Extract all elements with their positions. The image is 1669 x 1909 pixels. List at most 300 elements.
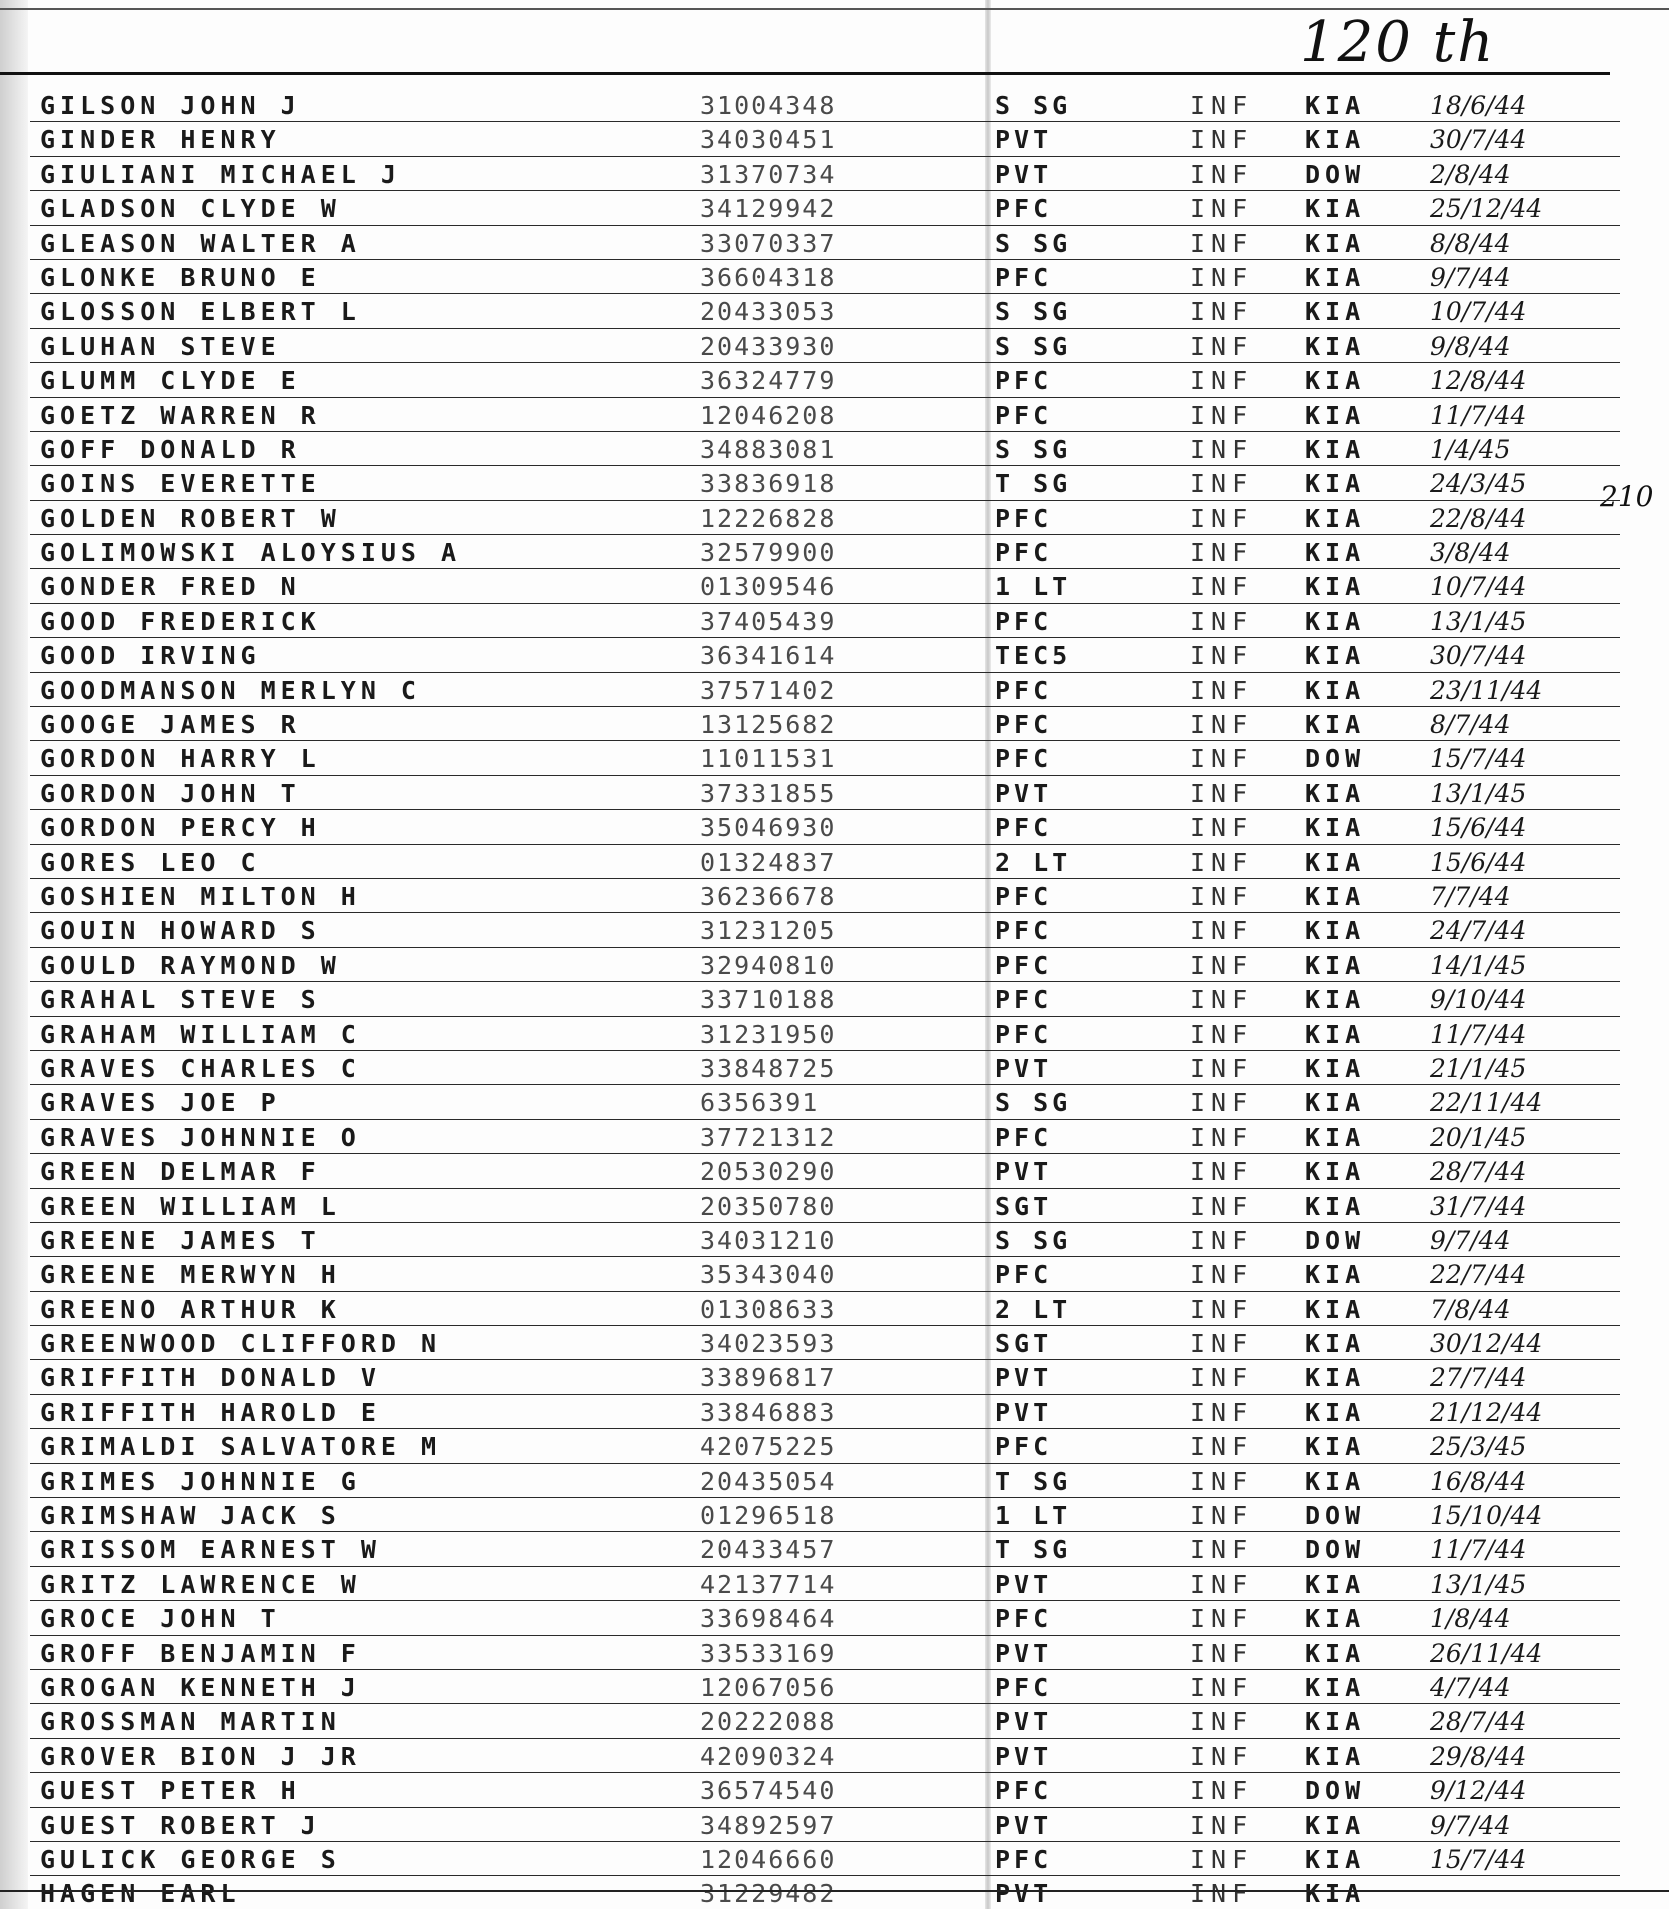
rank: PFC — [995, 1122, 1053, 1152]
record-row — [30, 1739, 1620, 1773]
soldier-name: GREENE JAMES T — [40, 1225, 321, 1255]
casualty-status: KIA — [1305, 538, 1366, 568]
serial-number: 20350780 — [700, 1191, 837, 1221]
branch: INF — [1190, 813, 1254, 843]
serial-number: 31004348 — [700, 91, 837, 120]
branch: INF — [1190, 1122, 1254, 1152]
record-row — [30, 1085, 1620, 1119]
record-row — [30, 226, 1620, 260]
serial-number: 12046660 — [700, 1844, 837, 1874]
casualty-status: KIA — [1305, 434, 1366, 464]
soldier-name: GRIFFITH HAROLD E — [40, 1397, 381, 1427]
serial-number: 33698464 — [700, 1604, 837, 1634]
branch: INF — [1190, 778, 1254, 808]
casualty-status: DOW — [1305, 159, 1366, 189]
soldier-name: GILSON JOHN J — [40, 91, 301, 120]
soldier-name: GLUMM CLYDE E — [40, 366, 301, 396]
casualty-status: KIA — [1305, 503, 1366, 533]
serial-number: 31231205 — [700, 916, 837, 946]
branch: INF — [1190, 572, 1254, 602]
rank: PFC — [995, 1260, 1053, 1290]
branch: INF — [1190, 262, 1254, 292]
serial-number: 35343040 — [700, 1260, 837, 1290]
soldier-name: GREENE MERWYN H — [40, 1260, 341, 1290]
serial-number: 36236678 — [700, 881, 837, 911]
margin-note: 210 — [1600, 480, 1654, 513]
handwritten-date: 21/1/45 — [1430, 1053, 1527, 1083]
soldier-name: GRAHAL STEVE S — [40, 985, 321, 1015]
soldier-name: GREENO ARTHUR K — [40, 1294, 341, 1324]
rank: TEC5 — [995, 641, 1072, 671]
soldier-name: GLEASON WALTER A — [40, 228, 361, 258]
record-row — [30, 1017, 1620, 1051]
soldier-name: GRIMES JOHNNIE G — [40, 1466, 361, 1496]
casualty-status: KIA — [1305, 847, 1366, 877]
rank: S SG — [995, 1088, 1072, 1118]
soldier-name: GULICK GEORGE S — [40, 1844, 341, 1874]
branch: INF — [1190, 1088, 1254, 1118]
record-row — [30, 88, 1620, 122]
bottom-rule — [0, 1890, 1669, 1892]
record-row — [30, 982, 1620, 1016]
branch: INF — [1190, 1604, 1254, 1634]
rank: S SG — [995, 331, 1072, 361]
rank: PFC — [995, 813, 1053, 843]
casualty-status: KIA — [1305, 1604, 1366, 1634]
rank: S SG — [995, 297, 1072, 327]
soldier-name: GUEST ROBERT J — [40, 1810, 321, 1840]
branch: INF — [1190, 985, 1254, 1015]
serial-number: 36604318 — [700, 262, 837, 292]
record-row — [30, 638, 1620, 672]
soldier-name: GOODMANSON MERLYN C — [40, 675, 421, 705]
branch: INF — [1190, 1397, 1254, 1427]
handwritten-date: 1/4/45 — [1430, 434, 1511, 464]
branch: INF — [1190, 1432, 1254, 1462]
casualty-status: KIA — [1305, 1397, 1366, 1427]
rank: PVT — [995, 1707, 1053, 1737]
rank: PFC — [995, 1019, 1053, 1049]
record-row — [30, 1670, 1620, 1704]
rank: PFC — [995, 400, 1053, 430]
serial-number: 11011531 — [700, 744, 837, 774]
record-row — [30, 466, 1620, 500]
record-row — [30, 501, 1620, 535]
handwritten-date: 25/3/45 — [1430, 1432, 1527, 1462]
record-row — [30, 432, 1620, 466]
casualty-status: KIA — [1305, 1053, 1366, 1083]
rank: PVT — [995, 1157, 1053, 1187]
serial-number: 6356391 — [700, 1088, 820, 1118]
handwritten-date: 15/7/44 — [1430, 744, 1527, 774]
record-row — [30, 810, 1620, 844]
casualty-status: KIA — [1305, 262, 1366, 292]
handwritten-date: 1/8/44 — [1430, 1604, 1511, 1634]
casualty-status: KIA — [1305, 1879, 1366, 1909]
rank: PFC — [995, 710, 1053, 740]
handwritten-date: 2/8/44 — [1430, 159, 1511, 189]
record-row — [30, 535, 1620, 569]
rank: 2 LT — [995, 847, 1072, 877]
soldier-name: GRAVES CHARLES C — [40, 1053, 361, 1083]
serial-number: 37405439 — [700, 606, 837, 636]
soldier-name: GRAVES JOE P — [40, 1088, 281, 1118]
rank: 1 LT — [995, 1501, 1072, 1531]
handwritten-date: 15/10/44 — [1430, 1501, 1543, 1531]
serial-number: 34031210 — [700, 1225, 837, 1255]
handwritten-date: 8/8/44 — [1430, 228, 1511, 258]
rank: PVT — [995, 1741, 1053, 1771]
handwritten-date: 26/11/44 — [1430, 1638, 1543, 1668]
casualty-status: KIA — [1305, 950, 1366, 980]
casualty-status: KIA — [1305, 1569, 1366, 1599]
record-row — [30, 1395, 1620, 1429]
casualty-status: DOW — [1305, 1225, 1366, 1255]
soldier-name: GREEN WILLIAM L — [40, 1191, 341, 1221]
casualty-list — [30, 88, 1620, 1909]
record-row — [30, 741, 1620, 775]
handwritten-date: 11/7/44 — [1430, 400, 1527, 430]
casualty-status: KIA — [1305, 1810, 1366, 1840]
rank: PFC — [995, 916, 1053, 946]
casualty-status: KIA — [1305, 675, 1366, 705]
branch: INF — [1190, 297, 1254, 327]
casualty-status: KIA — [1305, 916, 1366, 946]
rank: PVT — [995, 1053, 1053, 1083]
branch: INF — [1190, 228, 1254, 258]
branch: INF — [1190, 1501, 1254, 1531]
rank: PFC — [995, 262, 1053, 292]
casualty-status: KIA — [1305, 1191, 1366, 1221]
casualty-status: KIA — [1305, 1363, 1366, 1393]
rank: 1 LT — [995, 572, 1072, 602]
casualty-status: KIA — [1305, 125, 1366, 155]
casualty-status: KIA — [1305, 881, 1366, 911]
handwritten-date: 15/7/44 — [1430, 1844, 1527, 1874]
serial-number: 31370734 — [700, 159, 837, 189]
serial-number: 32940810 — [700, 950, 837, 980]
serial-number: 37331855 — [700, 778, 837, 808]
branch: INF — [1190, 503, 1254, 533]
serial-number: 01324837 — [700, 847, 837, 877]
rank: T SG — [995, 1466, 1072, 1496]
rank: PFC — [995, 950, 1053, 980]
record-row — [30, 122, 1620, 156]
soldier-name: GROGAN KENNETH J — [40, 1672, 361, 1702]
handwritten-date: 9/8/44 — [1430, 331, 1511, 361]
handwritten-date: 16/8/44 — [1430, 1466, 1527, 1496]
serial-number: 33070337 — [700, 228, 837, 258]
serial-number: 36341614 — [700, 641, 837, 671]
record-row — [30, 1189, 1620, 1223]
handwritten-date: 30/12/44 — [1430, 1329, 1543, 1359]
branch: INF — [1190, 538, 1254, 568]
soldier-name: GREEN DELMAR F — [40, 1157, 321, 1187]
record-row — [30, 1808, 1620, 1842]
record-row — [30, 157, 1620, 191]
soldier-name: GOOD FREDERICK — [40, 606, 321, 636]
soldier-name: GROCE JOHN T — [40, 1604, 281, 1634]
serial-number: 12226828 — [700, 503, 837, 533]
casualty-status: KIA — [1305, 606, 1366, 636]
handwritten-date: 11/7/44 — [1430, 1019, 1527, 1049]
rank: T SG — [995, 1535, 1072, 1565]
record-row — [30, 398, 1620, 432]
handwritten-date: 30/7/44 — [1430, 641, 1527, 671]
soldier-name: GRAVES JOHNNIE O — [40, 1122, 361, 1152]
branch: INF — [1190, 641, 1254, 671]
branch: INF — [1190, 1260, 1254, 1290]
serial-number: 20433930 — [700, 331, 837, 361]
serial-number: 33710188 — [700, 985, 837, 1015]
record-row — [30, 1498, 1620, 1532]
rank: S SG — [995, 91, 1072, 120]
record-row — [30, 260, 1620, 294]
serial-number: 42137714 — [700, 1569, 837, 1599]
handwritten-date: 30/7/44 — [1430, 125, 1527, 155]
record-row — [30, 604, 1620, 638]
casualty-status: KIA — [1305, 813, 1366, 843]
soldier-name: GRIMALDI SALVATORE M — [40, 1432, 442, 1462]
branch: INF — [1190, 125, 1254, 155]
branch: INF — [1190, 434, 1254, 464]
soldier-name: GORDON PERCY H — [40, 813, 321, 843]
record-row — [30, 1876, 1620, 1909]
handwritten-date: 22/11/44 — [1430, 1088, 1543, 1118]
record-row — [30, 1532, 1620, 1566]
branch: INF — [1190, 1810, 1254, 1840]
branch: INF — [1190, 1569, 1254, 1599]
record-row — [30, 191, 1620, 225]
record-row — [30, 1051, 1620, 1085]
soldier-name: GOFF DONALD R — [40, 434, 301, 464]
serial-number: 33896817 — [700, 1363, 837, 1393]
serial-number: 33846883 — [700, 1397, 837, 1427]
casualty-status: KIA — [1305, 91, 1366, 120]
casualty-status: KIA — [1305, 1122, 1366, 1152]
serial-number: 12067056 — [700, 1672, 837, 1702]
soldier-name: GOULD RAYMOND W — [40, 950, 341, 980]
handwritten-date: 8/7/44 — [1430, 710, 1511, 740]
record-row — [30, 1326, 1620, 1360]
handwritten-date: 13/1/45 — [1430, 778, 1527, 808]
soldier-name: GRIMSHAW JACK S — [40, 1501, 341, 1531]
branch: INF — [1190, 1329, 1254, 1359]
branch: INF — [1190, 400, 1254, 430]
soldier-name: HAGEN EARL — [40, 1879, 241, 1909]
handwritten-date: 9/7/44 — [1430, 1225, 1511, 1255]
serial-number: 42075225 — [700, 1432, 837, 1462]
serial-number: 01309546 — [700, 572, 837, 602]
record-row — [30, 1360, 1620, 1394]
handwritten-date: 9/10/44 — [1430, 985, 1527, 1015]
record-row — [30, 1464, 1620, 1498]
record-row — [30, 329, 1620, 363]
handwritten-date: 13/1/45 — [1430, 606, 1527, 636]
serial-number: 12046208 — [700, 400, 837, 430]
serial-number: 33533169 — [700, 1638, 837, 1668]
soldier-name: GLUHAN STEVE — [40, 331, 281, 361]
rank: PVT — [995, 1363, 1053, 1393]
soldier-name: GOOD IRVING — [40, 641, 261, 671]
rank: S SG — [995, 228, 1072, 258]
record-row — [30, 1120, 1620, 1154]
soldier-name: GOLIMOWSKI ALOYSIUS A — [40, 538, 462, 568]
casualty-status: DOW — [1305, 1501, 1366, 1531]
serial-number: 33848725 — [700, 1053, 837, 1083]
record-row — [30, 1429, 1620, 1463]
casualty-status: KIA — [1305, 331, 1366, 361]
branch: INF — [1190, 916, 1254, 946]
branch: INF — [1190, 847, 1254, 877]
branch: INF — [1190, 881, 1254, 911]
handwritten-date: 22/8/44 — [1430, 503, 1527, 533]
serial-number: 34023593 — [700, 1329, 837, 1359]
handwritten-date: 11/7/44 — [1430, 1535, 1527, 1565]
serial-number: 34883081 — [700, 434, 837, 464]
casualty-status: KIA — [1305, 1638, 1366, 1668]
branch: INF — [1190, 91, 1254, 120]
rank: PFC — [995, 985, 1053, 1015]
rank: PFC — [995, 194, 1053, 224]
rank: PVT — [995, 159, 1053, 189]
record-row — [30, 776, 1620, 810]
casualty-status: KIA — [1305, 1707, 1366, 1737]
branch: INF — [1190, 675, 1254, 705]
rank: PVT — [995, 1879, 1053, 1909]
handwritten-date: 24/7/44 — [1430, 916, 1527, 946]
branch: INF — [1190, 1225, 1254, 1255]
casualty-status: KIA — [1305, 985, 1366, 1015]
record-row — [30, 1154, 1620, 1188]
rank: PFC — [995, 538, 1053, 568]
branch: INF — [1190, 159, 1254, 189]
serial-number: 20530290 — [700, 1157, 837, 1187]
serial-number: 31231950 — [700, 1019, 837, 1049]
rank: PVT — [995, 778, 1053, 808]
serial-number: 33836918 — [700, 469, 837, 499]
handwritten-date: 10/7/44 — [1430, 297, 1527, 327]
handwritten-date: 24/3/45 — [1430, 469, 1527, 499]
handwritten-date: 7/8/44 — [1430, 1294, 1511, 1324]
serial-number: 37721312 — [700, 1122, 837, 1152]
branch: INF — [1190, 1638, 1254, 1668]
rank: PVT — [995, 1569, 1053, 1599]
handwritten-date: 20/1/45 — [1430, 1122, 1527, 1152]
handwritten-date: 22/7/44 — [1430, 1260, 1527, 1290]
soldier-name: GOLDEN ROBERT W — [40, 503, 341, 533]
casualty-status: KIA — [1305, 1466, 1366, 1496]
branch: INF — [1190, 366, 1254, 396]
casualty-status: KIA — [1305, 641, 1366, 671]
soldier-name: GORDON JOHN T — [40, 778, 301, 808]
soldier-name: GUEST PETER H — [40, 1776, 301, 1806]
casualty-status: KIA — [1305, 778, 1366, 808]
handwritten-date: 4/7/44 — [1430, 1672, 1511, 1702]
casualty-status: KIA — [1305, 1432, 1366, 1462]
handwritten-date: 31/7/44 — [1430, 1191, 1527, 1221]
rank: PFC — [995, 366, 1053, 396]
branch: INF — [1190, 1776, 1254, 1806]
rank: SGT — [995, 1191, 1053, 1221]
branch: INF — [1190, 194, 1254, 224]
handwritten-date: 15/6/44 — [1430, 847, 1527, 877]
rank: 2 LT — [995, 1294, 1072, 1324]
casualty-status: DOW — [1305, 1776, 1366, 1806]
serial-number: 37571402 — [700, 675, 837, 705]
handwritten-date: 28/7/44 — [1430, 1707, 1527, 1737]
serial-number: 13125682 — [700, 710, 837, 740]
rank: PFC — [995, 744, 1053, 774]
handwritten-date: 3/8/44 — [1430, 538, 1511, 568]
handwritten-date: 9/12/44 — [1430, 1776, 1527, 1806]
soldier-name: GORES LEO C — [40, 847, 261, 877]
serial-number: 32579900 — [700, 538, 837, 568]
serial-number: 36324779 — [700, 366, 837, 396]
rank: PFC — [995, 606, 1053, 636]
soldier-name: GOUIN HOWARD S — [40, 916, 321, 946]
rank: PFC — [995, 1776, 1053, 1806]
serial-number: 35046930 — [700, 813, 837, 843]
soldier-name: GOOGE JAMES R — [40, 710, 301, 740]
record-row — [30, 913, 1620, 947]
serial-number: 36574540 — [700, 1776, 837, 1806]
soldier-name: GROFF BENJAMIN F — [40, 1638, 361, 1668]
record-row — [30, 1704, 1620, 1738]
branch: INF — [1190, 1672, 1254, 1702]
soldier-name: GORDON HARRY L — [40, 744, 321, 774]
soldier-name: GRIFFITH DONALD V — [40, 1363, 381, 1393]
casualty-status: KIA — [1305, 1019, 1366, 1049]
branch: INF — [1190, 1363, 1254, 1393]
handwritten-date: 9/7/44 — [1430, 1810, 1511, 1840]
record-row — [30, 294, 1620, 328]
record-row — [30, 845, 1620, 879]
casualty-status: KIA — [1305, 1294, 1366, 1324]
soldier-name: GOINS EVERETTE — [40, 469, 321, 499]
handwritten-date: 14/1/45 — [1430, 950, 1527, 980]
branch: INF — [1190, 1741, 1254, 1771]
serial-number: 20222088 — [700, 1707, 837, 1737]
handwritten-date: 9/7/44 — [1430, 262, 1511, 292]
rank: PFC — [995, 675, 1053, 705]
rank: PVT — [995, 1397, 1053, 1427]
branch: INF — [1190, 1879, 1254, 1909]
record-row — [30, 363, 1620, 397]
casualty-status: KIA — [1305, 297, 1366, 327]
rank: S SG — [995, 434, 1072, 464]
record-row — [30, 1223, 1620, 1257]
casualty-status: KIA — [1305, 366, 1366, 396]
branch: INF — [1190, 1019, 1254, 1049]
rank: SGT — [995, 1329, 1053, 1359]
branch: INF — [1190, 950, 1254, 980]
soldier-name: GRISSOM EARNEST W — [40, 1535, 381, 1565]
rank: PVT — [995, 125, 1053, 155]
casualty-status: KIA — [1305, 710, 1366, 740]
handwritten-heading: 120 th — [1300, 10, 1496, 75]
soldier-name: GROSSMAN MARTIN — [40, 1707, 341, 1737]
soldier-name: GROVER BION J JR — [40, 1741, 361, 1771]
branch: INF — [1190, 744, 1254, 774]
record-row — [30, 1257, 1620, 1291]
record-row — [30, 569, 1620, 603]
soldier-name: GREENWOOD CLIFFORD N — [40, 1329, 442, 1359]
branch: INF — [1190, 710, 1254, 740]
soldier-name: GLADSON CLYDE W — [40, 194, 341, 224]
soldier-name: GONDER FRED N — [40, 572, 301, 602]
branch: INF — [1190, 1707, 1254, 1737]
